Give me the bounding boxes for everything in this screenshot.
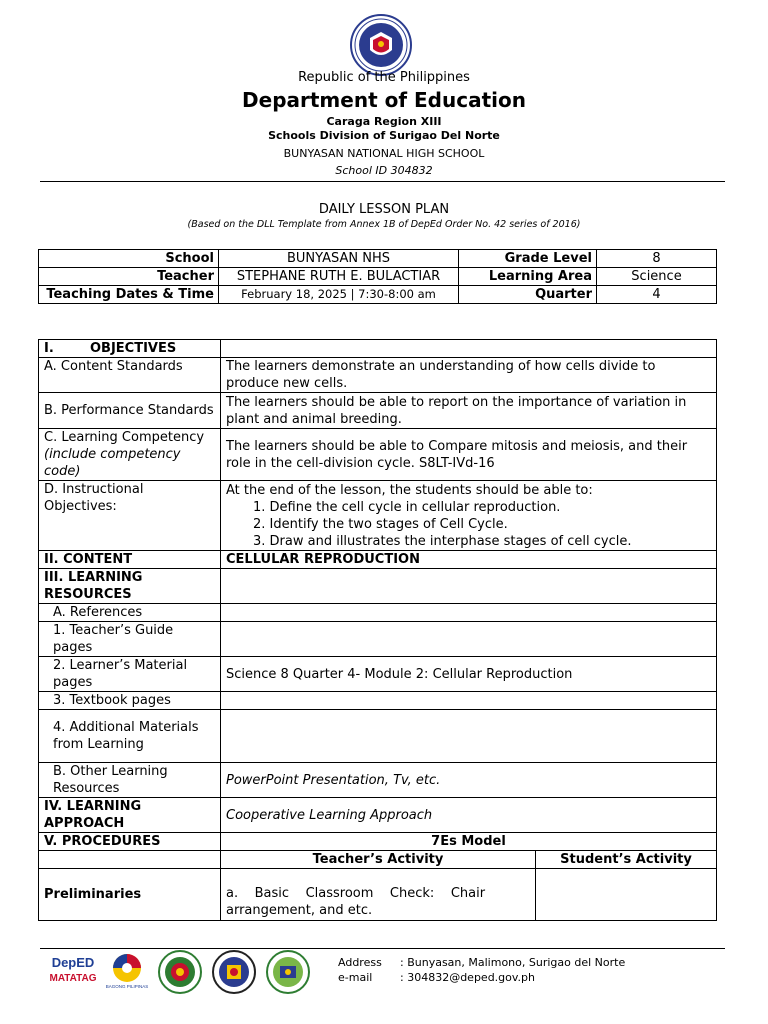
dates-label: Teaching Dates & Time: [39, 286, 219, 304]
teachers-guide-label: 1. Teacher’s Guide pages: [39, 622, 221, 657]
info-table: [38, 249, 717, 304]
table-row: [39, 340, 717, 358]
table-row: [39, 869, 717, 921]
student-activity-header: Student’s Activity: [536, 851, 717, 869]
region-line: Caraga Region XIII: [326, 115, 442, 128]
content-label: II. CONTENT: [39, 551, 221, 569]
instructional-objectives-value: At the end of the lesson, the students should be able to: 1. Define the cell cycle in cellular reproduction. 2. Identify the two stages of Cell Cycle. 3. Draw and illustrates the interphase stages of cell cycle.: [221, 481, 717, 551]
approach-value: Cooperative Learning Approach: [221, 798, 717, 833]
header-divider: [40, 181, 725, 182]
table-row: [39, 763, 717, 798]
table-row: [39, 657, 717, 692]
competency-code: S8LT-IVd-16: [419, 455, 495, 471]
school-seal-icon: [158, 950, 202, 994]
footer-divider: [40, 948, 725, 949]
document-subtitle: (Based on the DLL Template from Annex 1B of DepEd Order No. 42 series of 2016): [187, 219, 581, 230]
lesson-plan-table: [38, 339, 717, 921]
email-key: e-mail: [338, 971, 373, 984]
table-row: [39, 604, 717, 622]
performance-standards-label: B. Performance Standards: [39, 393, 221, 429]
school-value: BUNYASAN NHS: [219, 250, 459, 268]
bagong-pilipinas-logo: [104, 952, 150, 990]
table-row: [39, 429, 717, 481]
resources-label: III. LEARNING RESOURCES: [39, 569, 221, 604]
region-seal-icon: [266, 950, 310, 994]
table-row: [39, 286, 717, 304]
grade-label: Grade Level: [459, 250, 597, 268]
learners-material-label: 2. Learner’s Material pages: [39, 657, 221, 692]
competency-label: C. Learning Competency (include competency code): [39, 429, 221, 481]
references-label: A. References: [39, 604, 221, 622]
deped-seal-logo: [350, 14, 412, 76]
instructional-objectives-label: D. Instructional Objectives:: [39, 481, 221, 551]
area-value: Science: [597, 268, 717, 286]
footer-address: [338, 956, 625, 969]
table-row: [39, 250, 717, 268]
division-line: Schools Division of Surigao Del Norte: [268, 129, 500, 142]
table-row: [39, 569, 717, 604]
svg-text:BAGONG PILIPINAS: BAGONG PILIPINAS: [105, 984, 149, 989]
procedures-model: 7Es Model: [221, 833, 717, 851]
table-row: [39, 710, 717, 763]
preliminaries-label: Preliminaries: [39, 869, 221, 921]
teacher-value: STEPHANE RUTH E. BULACTIAR: [219, 268, 459, 286]
procedures-label: V. PROCEDURES: [39, 833, 221, 851]
list-item: 3. Draw and illustrates the interphase stages of cell cycle.: [253, 533, 632, 549]
table-row: [39, 692, 717, 710]
quarter-label: Quarter: [459, 286, 597, 304]
textbook-label: 3. Textbook pages: [39, 692, 221, 710]
dates-value: February 18, 2025 | 7:30-8:00 am: [219, 286, 459, 304]
table-row: [39, 622, 717, 657]
table-row: [39, 833, 717, 851]
list-item: 2. Identify the two stages of Cell Cycle.: [253, 516, 508, 532]
competency-value: The learners should be able to Compare mitosis and meiosis, and their role in the cell-division cycle. S8LT-IVd-16: [221, 429, 717, 481]
objectives-label: I. OBJECTIVES: [39, 340, 221, 358]
address-value: : Bunyasan, Malimono, Surigao del Norte: [400, 956, 626, 969]
list-item: 1. Define the cell cycle in cellular reproduction.: [253, 499, 561, 515]
address-key: Address: [338, 956, 382, 969]
table-row: [39, 268, 717, 286]
division-seal-icon: [212, 950, 256, 994]
svg-text:MATATAG: MATATAG: [49, 973, 97, 984]
footer-email: [338, 971, 535, 984]
email-value: : 304832@deped.gov.ph: [400, 971, 535, 984]
content-value: CELLULAR REPRODUCTION: [221, 551, 717, 569]
approach-label: IV. LEARNING APPROACH: [39, 798, 221, 833]
table-row: [39, 358, 717, 393]
table-row: [39, 481, 717, 551]
other-resources-label: B. Other Learning Resources: [39, 763, 221, 798]
content-standards-value: The learners demonstrate an understanding of how cells divide to produce new cells.: [221, 358, 717, 393]
svg-text:DepED: DepED: [51, 955, 95, 970]
quarter-value: 4: [597, 286, 717, 304]
preliminaries-value: a. Basic Classroom Check: Chair arrangement, and etc.: [221, 869, 536, 921]
area-label: Learning Area: [459, 268, 597, 286]
table-row: [39, 798, 717, 833]
learners-material-value: Science 8 Quarter 4- Module 2: Cellular Reproduction: [221, 657, 717, 692]
teacher-label: Teacher: [39, 268, 219, 286]
other-resources-value: PowerPoint Presentation, Tv, etc.: [221, 763, 717, 798]
table-row: [39, 393, 717, 429]
content-standards-label: A. Content Standards: [39, 358, 221, 393]
document-title: DAILY LESSON PLAN: [318, 202, 450, 217]
school-id: School ID 304832: [335, 164, 433, 177]
school-label: School: [39, 250, 219, 268]
teacher-activity-header: Teacher’s Activity: [221, 851, 536, 869]
department-title: Department of Education: [242, 88, 526, 112]
performance-standards-value: The learners should be able to report on the importance of variation in plant and animal breeding.: [221, 393, 717, 429]
table-row: [39, 551, 717, 569]
table-row: [39, 851, 717, 869]
grade-value: 8: [597, 250, 717, 268]
deped-matatag-logo: [46, 952, 100, 988]
additional-materials-label: 4. Additional Materials from Learning: [39, 710, 221, 763]
republic-line: Republic of the Philippines: [298, 70, 470, 85]
school-name: BUNYASAN NATIONAL HIGH SCHOOL: [283, 147, 485, 160]
